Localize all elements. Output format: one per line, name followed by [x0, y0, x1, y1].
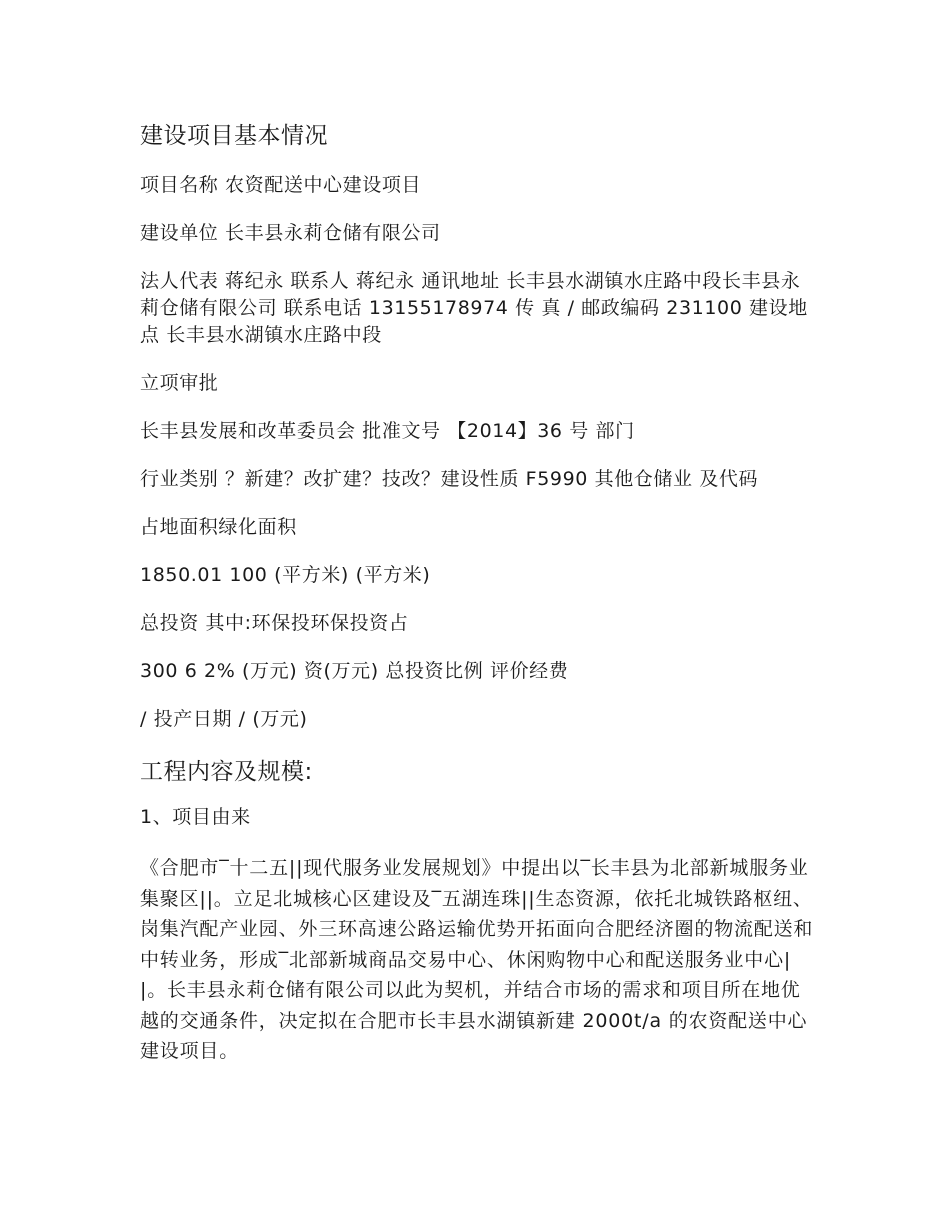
heading-basic-info: 建设项目基本情况	[140, 123, 328, 149]
document-page	[140, 118, 815, 1090]
construction-unit-line: 建设单位 长丰县永莉仓储有限公司	[140, 222, 441, 244]
origin-paragraph: 《合肥市‾十二五||现代服务业发展规划》中提出以‾长丰县为北部新城服务业集聚区||。立足北城核心区建设及‾五湖连珠||生态资源，依托北城铁路枢纽、岗集汽配产业园、外三环高速公路运输优势开拓面向合肥经济圈的物流配送和中转业务，形成‾北部新城商品交易中心、休闲购物中心和配送服务业中心||。长丰县永莉仓储有限公司以此为契机，并结合市场的需求和项目所在地优越的交通条件，决定拟在合肥市长丰县水湖镇新建 2000t/a 的农资配送中心建设项目。	[140, 857, 814, 1062]
investment-label: 总投资 其中:环保投环保投资占	[140, 612, 409, 634]
area-values-line: 1850.01 100 (平方米) (平方米)	[140, 564, 431, 586]
area-label: 占地面积绿化面积	[140, 516, 297, 538]
heading-scope: 工程内容及规模:	[140, 759, 313, 785]
industry-line: 行业类别 ？新建？改扩建？技改？建设性质 F5990 其他仓储业 及代码	[140, 468, 759, 490]
production-date-line: / 投产日期 / (万元)	[140, 708, 308, 730]
approval-label: 立项审批	[140, 372, 219, 394]
approval-dept-line: 长丰县发展和改革委员会 批准文号 【2014】36 号 部门	[140, 420, 635, 442]
contact-info-paragraph: 法人代表 蒋纪永 联系人 蒋纪永 通讯地址 长丰县水湖镇水庄路中段长丰县永莉仓储有限公司 联系电话 13155178974 传 真 / 邮政编码 231100 建设地点 长丰县水湖镇水庄路中段	[140, 270, 808, 346]
investment-values-line: 300 6 2% (万元) 资(万元) 总投资比例 评价经费	[140, 660, 569, 682]
project-name-line: 项目名称 农资配送中心建设项目	[140, 174, 422, 196]
subheading-origin: 1、项目由来	[140, 806, 251, 828]
